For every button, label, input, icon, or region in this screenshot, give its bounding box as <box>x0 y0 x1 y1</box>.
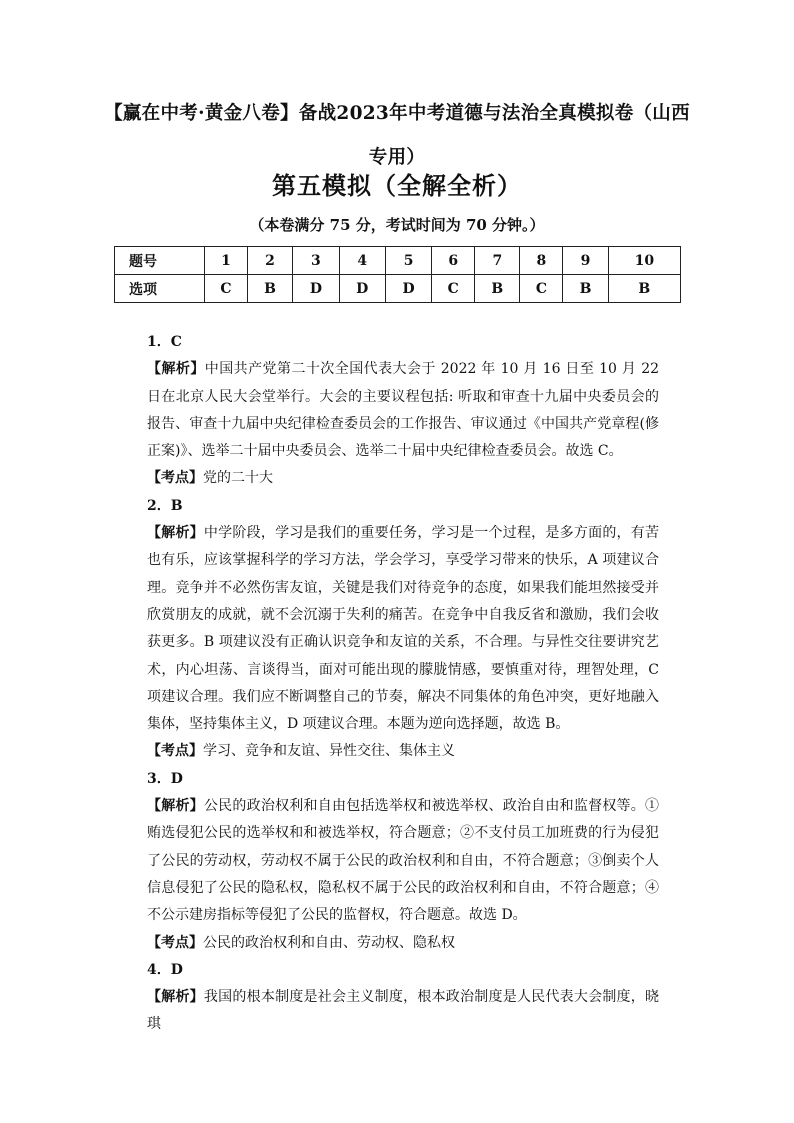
item-number: 2．B <box>147 497 183 514</box>
analysis-tag: 【解析】 <box>147 798 204 815</box>
item-number: 3．D <box>147 770 183 787</box>
analysis-body <box>147 329 659 1039</box>
answer-row-header: 选项 <box>115 275 205 303</box>
item-point <box>147 738 659 765</box>
question-number-cell: 1 <box>205 247 248 275</box>
analysis-text: 中国共产党第二十次全国代表大会于 2022 年 10 月 16 日至 10 月 22 日在北京人民大会堂举行。大会的主要议程包括: 听取和审查十九届中央委员会的报告、审查十九届中央纪律检查委员会的工作报告、审议通过《中国共产党章程(修正案)》、选举二十届中央委员会、选举二十届中央纪律检查委员会。故选 C。 <box>147 361 660 460</box>
answer-table-answer-row <box>115 275 681 303</box>
document-title: 【赢在中考·黄金八卷】备战2023年中考道德与法治全真模拟卷（山西专用） <box>104 103 690 168</box>
document-subtitle: 第五模拟（全解全析） <box>272 171 522 200</box>
question-number-cell: 4 <box>339 247 385 275</box>
point-text: 公民的政治权利和自由、劳动权、隐私权 <box>203 934 455 951</box>
point-text: 党的二十大 <box>203 470 273 487</box>
answer-table-number-row <box>115 247 681 275</box>
item-number: 1．C <box>147 334 182 350</box>
answer-cell: C <box>520 275 563 303</box>
question-number-cell: 7 <box>475 247 520 275</box>
point-text: 学习、竞争和友谊、异性交往、集体主义 <box>203 743 455 760</box>
question-number-cell: 9 <box>563 247 608 275</box>
item-analysis <box>147 793 659 929</box>
item-analysis <box>147 520 659 738</box>
question-number-cell: 2 <box>247 247 292 275</box>
item-point <box>147 930 659 957</box>
question-number-cell: 3 <box>293 247 339 275</box>
question-number-cell: 6 <box>432 247 475 275</box>
analysis-text: 公民的政治权利和自由包括选举权和被选举权、政治自由和监督权等。①贿选侵犯公民的选举权和和被选举权，符合题意；②不支付员工加班费的行为侵犯了公民的劳动权，劳动权不属于公民的政治权利和自由，不符合题意；③倒卖个人信息侵犯了公民的隐私权，隐私权不属于公民的政治权利和自由，不符合题意；④不公示建房指标等侵犯了公民的监督权，符合题意。故选 D。 <box>147 798 660 924</box>
answer-cell: C <box>432 275 475 303</box>
answer-table <box>114 246 681 303</box>
analysis-text: 中学阶段，学习是我们的重要任务，学习是一个过程，是多方面的，有苦也有乐，应该掌握科学的学习方法，学会学习，享受学习带来的快乐，A 项建议合理。竞争并不必然伤害友谊，关键是我们对待竞争的态度，如果我们能坦然接受并欣赏朋友的成就，就不会沉溺于失利的痛苦。在竞争中自我反省和激励，我们会收获更多。B 项建议没有正确认识竞争和友谊的关系，不合理。与异性交往要讲究艺术，内心坦荡、言谈得当，面对可能出现的朦胧情感，要慎重对待，理智处理，C 项建议合理。我们应不断调整自己的节奏，解决不同集体的角色冲突，更好地融入集体，坚持集体主义，D 项建议合理。本题为逆向选择题，故选 B。 <box>147 525 660 733</box>
item-number: 4．D <box>147 961 183 978</box>
item-analysis <box>147 356 659 465</box>
analysis-tag: 【解析】 <box>147 361 205 378</box>
answer-cell: D <box>293 275 339 303</box>
question-number-cell: 8 <box>520 247 563 275</box>
answer-cell: B <box>563 275 608 303</box>
answer-cell: D <box>339 275 385 303</box>
question-number-cell: 10 <box>608 247 680 275</box>
answer-cell: B <box>247 275 292 303</box>
point-tag: 【考点】 <box>147 743 203 760</box>
analysis-tag: 【解析】 <box>147 989 204 1006</box>
answer-cell: B <box>475 275 520 303</box>
item-point <box>147 465 659 492</box>
analysis-tag: 【解析】 <box>147 525 204 542</box>
analysis-text: 我国的根本制度是社会主义制度，根本政治制度是人民代表大会制度，晓琪 <box>147 989 660 1033</box>
question-number-cell: 5 <box>385 247 431 275</box>
number-row-header: 题号 <box>115 247 205 275</box>
answer-cell: B <box>608 275 680 303</box>
point-tag: 【考点】 <box>147 470 203 487</box>
item-analysis <box>147 984 659 1039</box>
answer-cell: C <box>205 275 248 303</box>
answer-cell: D <box>385 275 431 303</box>
exam-note: （本卷满分 75 分，考试时间为 70 分钟。） <box>249 216 545 234</box>
point-tag: 【考点】 <box>147 934 203 951</box>
